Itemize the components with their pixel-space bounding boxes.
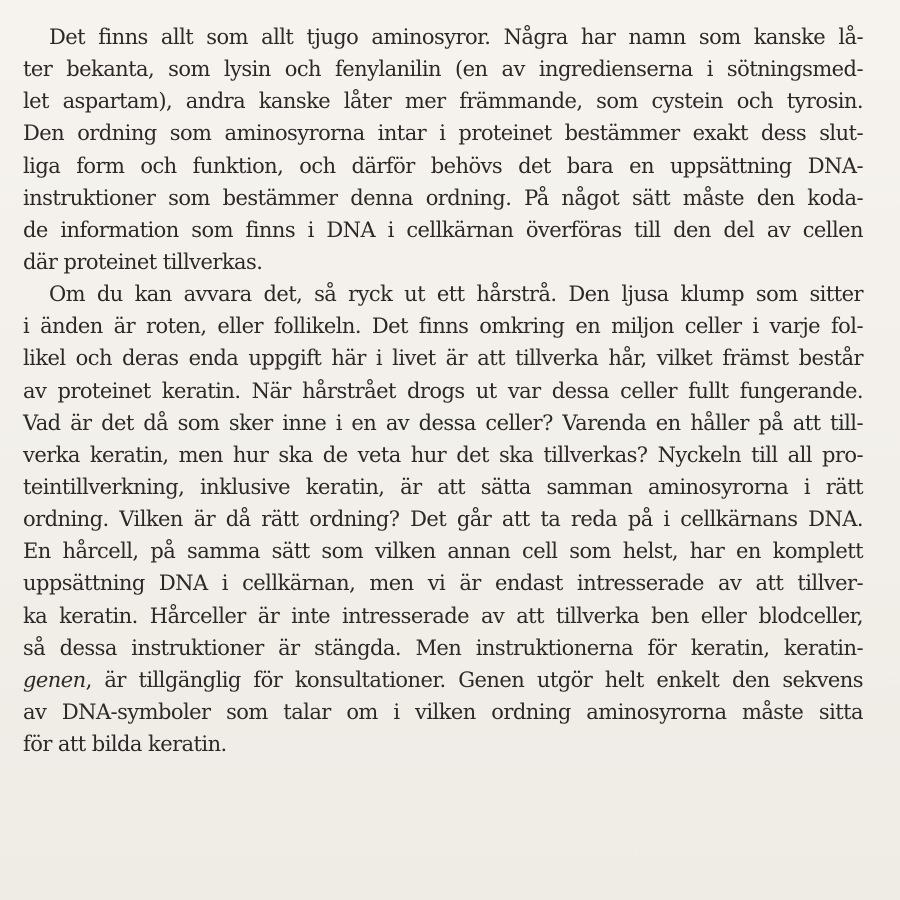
text-line: för att bilda keratin. — [23, 732, 227, 757]
text-line: ka keratin. Hårceller är inte intresserade av att tillverka ben eller blodceller, — [23, 603, 863, 628]
text-line: liga form och funktion, och därför behövs det bara en uppsättning DNA- — [23, 153, 863, 178]
text-line: Om du kan avvara det, så ryck ut ett hårstrå. Den ljusa klump som sitter — [49, 282, 863, 307]
text-line: de information som finns i DNA i cellkärnan överföras till den del av cellen — [23, 217, 863, 242]
body-text — [23, 21, 863, 760]
text-line: Det finns allt som allt tjugo aminosyror. Några har namn som kanske lå- — [49, 25, 863, 49]
text-line: av DNA-symboler som talar om i vilken ordning aminosyrorna måste sitta — [23, 699, 863, 724]
text-line: av proteinet keratin. När hårstrået drogs ut var dessa celler fullt fungerande. — [23, 378, 863, 403]
text-line: Den ordning som aminosyrorna intar i proteinet bestämmer exakt dess slut- — [23, 121, 863, 146]
text-line: instruktioner som bestämmer denna ordning. På något sätt måste den koda- — [23, 185, 863, 210]
text-line: let aspartam), andra kanske låter mer främmande, som cystein och tyrosin. — [23, 89, 863, 114]
text-line: så dessa instruktioner är stängda. Men instruktionerna för keratin, keratin- — [23, 635, 863, 660]
text-line: i änden är roten, eller follikeln. Det finns omkring en miljon celler i varje fol- — [23, 314, 863, 339]
text-line: ordning. Vilken är då rätt ordning? Det går att ta reda på i cellkärnans DNA. — [23, 507, 863, 532]
text-line: teintillverkning, inklusive keratin, är att sätta samman aminosyrorna i rätt — [23, 474, 863, 499]
text-line: ter bekanta, som lysin och fenylanilin (en av ingredienserna i sötningsmed- — [23, 57, 863, 82]
text-line: uppsättning DNA i cellkärnan, men vi är endast intresserade av att tillver- — [23, 571, 863, 596]
italic-term: genen — [23, 667, 86, 692]
text-line: där proteinet tillverkas. — [23, 249, 263, 274]
text-span: , är tillgänglig för konsultationer. Genen utgör helt enkelt den sekvens — [85, 667, 863, 692]
text-line — [23, 664, 863, 696]
text-line: likel och deras enda uppgift här i livet är att tillverka hår, vilket främst består — [23, 346, 863, 371]
text-line: En hårcell, på samma sätt som vilken annan cell som helst, har en komplett — [23, 539, 863, 564]
text-line: Vad är det då som sker inne i en av dessa celler? Varenda en håller på att till- — [23, 410, 863, 435]
text-line: verka keratin, men hur ska de veta hur det ska tillverkas? Nyckeln till all pro- — [23, 442, 863, 467]
